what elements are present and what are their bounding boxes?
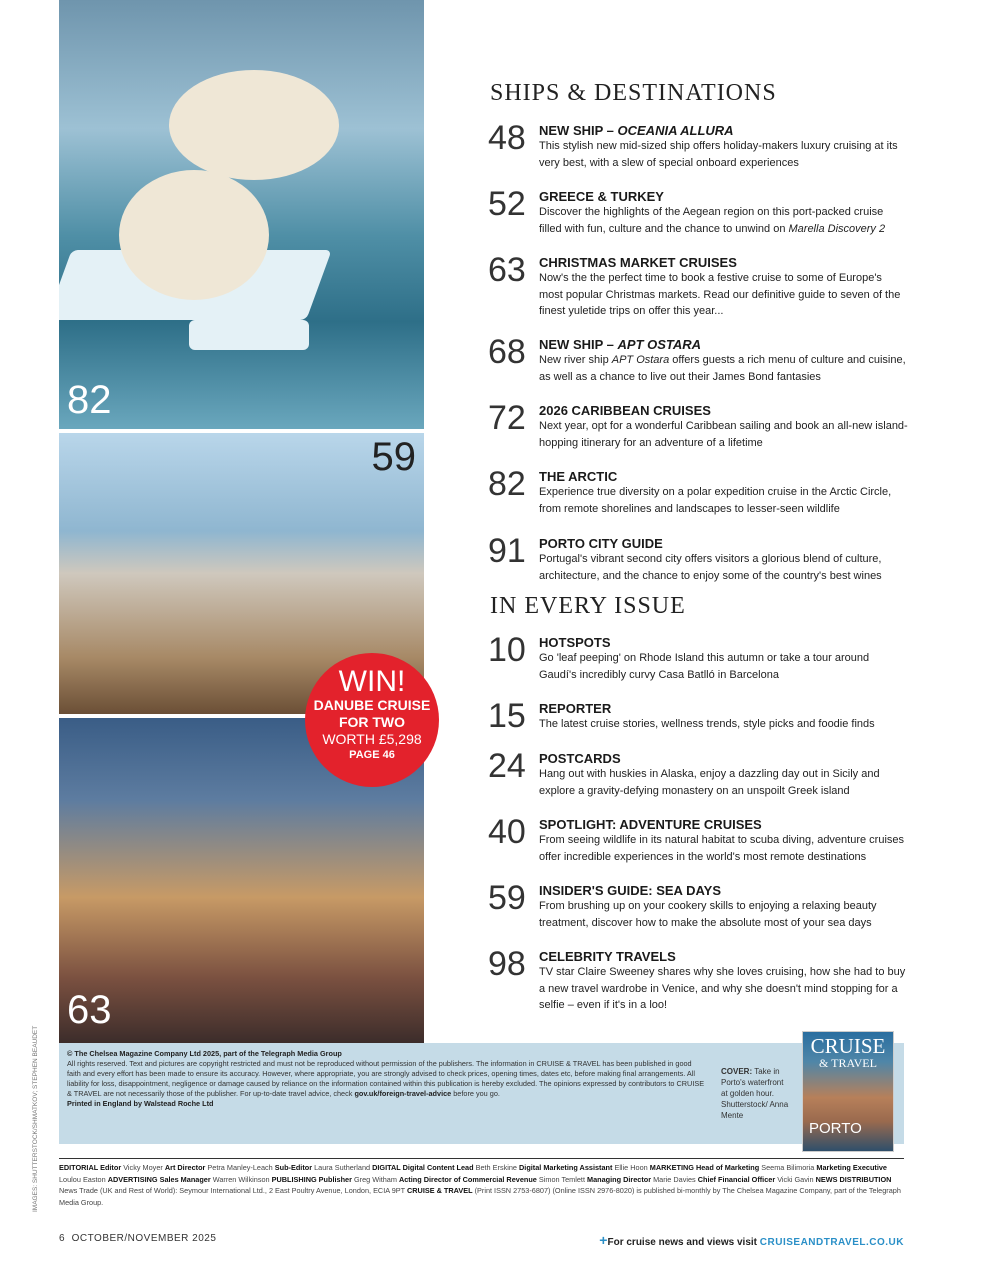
entry-title: GREECE & TURKEY bbox=[539, 189, 664, 204]
entry-title: THE ARCTIC bbox=[539, 469, 618, 484]
entry-description: From seeing wildlife in its natural habitat to scuba diving, adventure cruises offer incredible experiences in the world's most remote destinations bbox=[539, 834, 905, 863]
contents-entry[interactable] bbox=[488, 631, 908, 683]
page-number: 15 bbox=[488, 697, 526, 735]
page-number: 10 bbox=[488, 631, 526, 669]
page-number: 72 bbox=[488, 399, 526, 437]
credit-name: Beth Erskine bbox=[473, 1163, 520, 1172]
credit-name: Vicki Gavin bbox=[775, 1174, 816, 1184]
credit-role: DIGITAL Digital Content Lead bbox=[372, 1163, 474, 1172]
page-number: 59 bbox=[488, 879, 526, 917]
entry-description: Portugal's vibrant second city offers visitors a glorious blend of culture, architecture, and the chance to enjoy some of the country's best wines bbox=[539, 553, 882, 582]
contents-entry[interactable] bbox=[488, 251, 908, 320]
badge-line: FOR TWO bbox=[338, 714, 406, 730]
photo-page-number: 59 bbox=[371, 435, 416, 479]
photo-page-number: 63 bbox=[67, 988, 112, 1032]
credit-role: PUBLISHING Publisher bbox=[271, 1174, 352, 1184]
credit-role: MARKETING Head of Marketing bbox=[649, 1163, 760, 1172]
section-heading-ships: SHIPS & DESTINATIONS bbox=[490, 80, 777, 106]
page-number: 68 bbox=[488, 333, 526, 371]
credit-role: CRUISE & TRAVEL bbox=[407, 1186, 473, 1195]
entry-description: Hang out with huskies in Alaska, enjoy a dazzling day out in Sicily and explore a gravity-defying monastery on an unspoilt Greek island bbox=[539, 768, 880, 797]
copyright-heading: © The Chelsea Magazine Company Ltd 2025, part of the Telegraph Media Group bbox=[67, 1049, 342, 1058]
credit-name: Loulou Easton bbox=[59, 1174, 108, 1184]
contents-entry[interactable] bbox=[488, 399, 908, 451]
entry-title: NEW SHIP – APT OSTARA bbox=[539, 337, 702, 352]
badge-worth: WORTH £5,298 bbox=[322, 731, 422, 747]
contents-entry[interactable] bbox=[488, 119, 908, 171]
contents-entry[interactable] bbox=[488, 333, 908, 385]
cover-caption: COVER: Take in Porto's waterfront at golden hour. Shutterstock/ Anna Mente bbox=[721, 1067, 789, 1120]
contents-entry[interactable] bbox=[488, 697, 908, 735]
entry-title: PORTO CITY GUIDE bbox=[539, 536, 663, 551]
credit-name: Greg Witham bbox=[351, 1174, 399, 1184]
credit-role: Digital Marketing Assistant bbox=[519, 1163, 613, 1172]
credit-role: NEWS DISTRIBUTION bbox=[815, 1174, 892, 1184]
entry-title: INSIDER'S GUIDE: SEA DAYS bbox=[539, 883, 721, 898]
entry-title: POSTCARDS bbox=[539, 751, 621, 766]
contents-entry[interactable] bbox=[488, 813, 908, 865]
contents-entry[interactable] bbox=[488, 185, 908, 237]
entry-title: CHRISTMAS MARKET CRUISES bbox=[539, 255, 737, 270]
printer-credit: Printed in England by Walstead Roche Ltd bbox=[67, 1099, 214, 1108]
staff-credits bbox=[59, 1162, 904, 1208]
copyright-body-end: before you go. bbox=[451, 1089, 500, 1098]
entry-description: Go 'leaf peeping' on Rhode Island this autumn or take a tour around Gaudí's incredibly curvy Casa Batlló in Barcelona bbox=[539, 652, 870, 681]
credit-name: (Print ISSN 2753-6807) (Online ISSN 2976-8020) is published bi-monthly by The Chelsea Magazine Company, part of the Telegraph Media Group. bbox=[59, 1186, 901, 1207]
entry-description: Experience true diversity on a polar expedition cruise in the Arctic Circle, from remote shorelines and landscapes to lesser-seen wildlife bbox=[539, 486, 892, 515]
divider bbox=[59, 1158, 904, 1159]
contents-entry[interactable] bbox=[488, 532, 908, 584]
section-heading-every-issue: IN EVERY ISSUE bbox=[490, 593, 686, 619]
credit-name: News Trade (UK and Rest of World): Seymour International Ltd., 2 East Poultry Avenue, London, ECIA 9PT bbox=[59, 1186, 408, 1195]
cover-masthead-sub: & TRAVEL bbox=[819, 1056, 877, 1070]
cover-masthead: CRUISE bbox=[810, 1034, 886, 1058]
website-promo: +For cruise news and views visit CRUISEANDTRAVEL.CO.UK bbox=[599, 1232, 904, 1248]
page-number: 52 bbox=[488, 185, 526, 223]
page-folio: 6 OCTOBER/NOVEMBER 2025 bbox=[59, 1233, 217, 1244]
entry-description: From brushing up on your cookery skills to enjoying a relaxing beauty treatment, discover how to make the absolute most of your sea days bbox=[539, 900, 877, 929]
contents-entry[interactable] bbox=[488, 465, 908, 517]
polar-bear-photo bbox=[59, 0, 424, 429]
credit-name: Vicky Moyer bbox=[121, 1163, 165, 1172]
entry-title: HOTSPOTS bbox=[539, 635, 611, 650]
credit-role: ADVERTISING Sales Manager bbox=[107, 1174, 211, 1184]
credit-role: Acting Director of Commercial Revenue bbox=[398, 1174, 537, 1184]
page-number: 63 bbox=[488, 251, 526, 289]
page-number: 91 bbox=[488, 532, 526, 570]
entry-title: SPOTLIGHT: ADVENTURE CRUISES bbox=[539, 817, 762, 832]
entry-description: This stylish new mid-sized ship offers holiday-makers luxury cruising at its very best, with a slew of special onboard experiences bbox=[539, 140, 898, 169]
photo-page-number: 82 bbox=[67, 378, 112, 422]
credit-role: Marketing Executive bbox=[816, 1163, 887, 1172]
page-number: 98 bbox=[488, 945, 526, 983]
credit-role: EDITORIAL Editor bbox=[59, 1163, 122, 1172]
entry-description: Discover the highlights of the Aegean region on this port-packed cruise filled with fun, culture and the chance to unwind on Marella Discovery 2 bbox=[539, 206, 886, 235]
entry-description: Next year, opt for a wonderful Caribbean sailing and book an all-new island-hopping itinerary for an adventure of a lifetime bbox=[539, 420, 908, 449]
page-number: 48 bbox=[488, 119, 526, 157]
entry-description: TV star Claire Sweeney shares why she loves cruising, how she had to buy a new travel wardrobe in Venice, and why she doesn't mind stopping for a selfie – even if it's in a loo! bbox=[539, 966, 906, 1011]
website-link[interactable]: CRUISEANDTRAVEL.CO.UK bbox=[759, 1237, 904, 1248]
entry-title: 2026 CARIBBEAN CRUISES bbox=[539, 403, 711, 418]
entry-title: CELEBRITY TRAVELS bbox=[539, 949, 676, 964]
credit-name: Simon Temlett bbox=[536, 1174, 588, 1184]
badge-win: WIN! bbox=[338, 665, 406, 698]
credit-name: Ellie Hoon bbox=[612, 1163, 650, 1172]
credit-name: Laura Sutherland bbox=[312, 1163, 373, 1172]
credit-name: Petra Manley-Leach bbox=[205, 1163, 275, 1172]
badge-line: DANUBE CRUISE bbox=[313, 697, 431, 713]
ice-floe bbox=[189, 320, 309, 350]
entry-title: NEW SHIP – OCEANIA ALLURA bbox=[539, 123, 734, 138]
copyright-body: All rights reserved. Text and pictures are copyright restricted and must not be reproduced without permission of the publishers. The information in CRUISE & TRAVEL has been published in good faith and every effort has been made to ensure its accuracy. However, where appropriate, you are strongly advised to check prices, opening times, dates etc, before making final arrangements. All liability for loss, disappointment, negligence or damage caused by reliance on the information contained within this publication is hereby excluded. The opinions expressed by contributors to CRUISE & TRAVEL are not necessarily those of the publisher. For up-to-date travel advice, check bbox=[67, 1059, 705, 1098]
polar-bear-cub bbox=[119, 170, 269, 300]
entry-description: New river ship APT Ostara offers guests a rich menu of culture and cuisine, as well as a chance to live out their James Bond fantasies bbox=[539, 354, 906, 383]
image-credit: IMAGES: SHUTTERSTOCK/SHMATKOV; STEPHEN BEAUDET bbox=[32, 1025, 39, 1212]
entry-description: The latest cruise stories, wellness trends, style picks and foodie finds bbox=[539, 718, 875, 730]
cover-thumbnail[interactable] bbox=[802, 1031, 894, 1152]
credit-name: Marie Davies bbox=[651, 1174, 698, 1184]
entry-description: Now's the the perfect time to book a festive cruise to some of Europe's most popular Christmas markets. Read our definitive guide to seven of the finest yuletide trips on offer this year... bbox=[539, 272, 901, 317]
competition-badge[interactable] bbox=[305, 653, 439, 787]
cover-title: PORTO bbox=[809, 1120, 862, 1137]
travel-advice-link[interactable]: gov.uk/foreign-travel-advice bbox=[354, 1089, 452, 1098]
contents-entry[interactable] bbox=[488, 879, 908, 931]
credit-role: Chief Financial Officer bbox=[697, 1174, 776, 1184]
entry-title: REPORTER bbox=[539, 701, 612, 716]
page-number: 40 bbox=[488, 813, 526, 851]
plus-icon: + bbox=[599, 1232, 608, 1248]
credit-role: Sub-Editor bbox=[274, 1163, 313, 1172]
badge-page: PAGE 46 bbox=[349, 749, 395, 761]
credit-name: Warren Wilkinson bbox=[210, 1174, 272, 1184]
contents-entry[interactable] bbox=[488, 747, 908, 799]
credit-name: Seema Bilimoria bbox=[759, 1163, 817, 1172]
contents-entry[interactable] bbox=[488, 945, 908, 1014]
polar-bear bbox=[169, 70, 339, 180]
credit-role: Managing Director bbox=[587, 1174, 652, 1184]
page-number: 24 bbox=[488, 747, 526, 785]
credit-role: Art Director bbox=[164, 1163, 206, 1172]
page-number: 82 bbox=[488, 465, 526, 503]
